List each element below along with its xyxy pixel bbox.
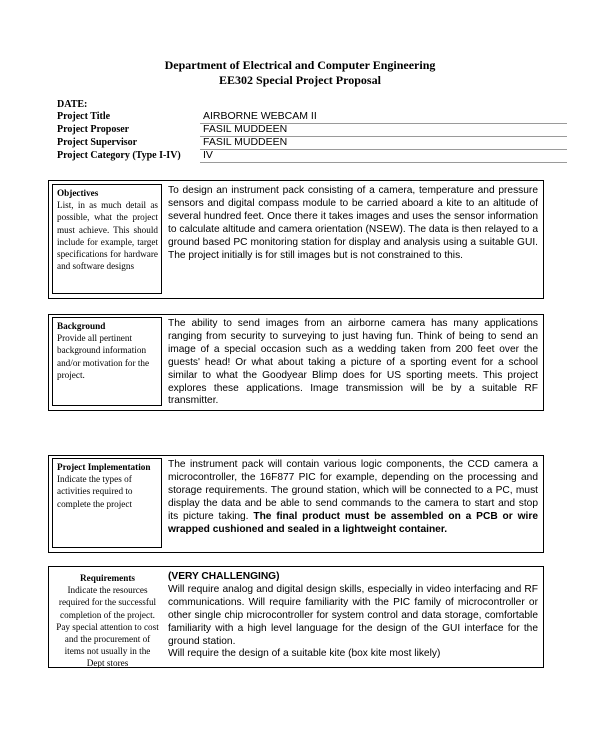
project-supervisor-label: Project Supervisor (57, 137, 138, 148)
project-category-value: IV (203, 149, 213, 161)
project-category-label: Project Category (Type I-IV) (57, 150, 181, 161)
requirements-heading: Requirements (80, 573, 135, 583)
implementation-label-cell (52, 458, 162, 548)
implementation-bold-text: The final product must be assembled on a PCB or wire wrapped cushioned and sealed in a lightweight container. (168, 510, 538, 535)
project-proposer-value: FASIL MUDDEEN (203, 123, 288, 135)
requirements-intro: (VERY CHALLENGING) (168, 571, 280, 582)
project-title-label: Project Title (57, 111, 111, 122)
requirements-text: Will require analog and digital design skills, especially in video interfacing and RF communications. Will require familiarity with the PIC family of microcontroller or other single chip microcontroller for system control and data storage, comfortable familiarity with a high level language for the design of the GUI interface for the ground station. (168, 583, 538, 647)
requirements-text-block (168, 571, 538, 661)
department-title: Department of Electrical and Computer Engineering (164, 58, 436, 72)
requirements-label-cell (52, 570, 162, 669)
implementation-text-block (168, 459, 538, 536)
project-proposer-label: Project Proposer (57, 124, 130, 135)
date-label: DATE: (57, 99, 88, 110)
background-label-cell (52, 317, 162, 406)
project-category-line (200, 162, 567, 163)
course-title: EE302 Special Project Proposal (219, 73, 381, 87)
objectives-hint: List, in as much detail as possible, what the project must achieve. This should include for example, target specifications for hardware and software designs (57, 200, 158, 272)
objectives-label-cell (52, 184, 162, 294)
project-title-value: AIRBORNE WEBCAM II (203, 110, 317, 122)
background-text: The ability to send images from an airborne camera has many applications ranging from security to surveying to just having fun. Think of being to send an image of a special occasion such as a wedding taken from 200 feet over the guests' head! Or what about taking a picture of a sporting event for a school similar to what the Goodyear Blimp does for US sporting meets. This project explores these applications. Image transmission will be by a suitable RF transmitter. (168, 318, 538, 407)
implementation-heading: Project Implementation (57, 462, 151, 472)
background-hint: Provide all pertinent background information and/or motivation for the project. (57, 333, 150, 380)
implementation-hint: Indicate the types of activities required to complete the project (57, 474, 133, 509)
objectives-heading: Objectives (57, 188, 99, 198)
requirements-kite-text: Will require the design of a suitable kite (box kite most likely) (168, 648, 441, 660)
implementation-text: The instrument pack will contain various logic components, the CCD camera a microcontroller, the 16F877 PIC for example, depending on the processing and storage requirements. The ground station, which will be connected to a PC, must display the data and be able to send commands to the camera to start and stop its picture taking. (168, 459, 538, 522)
objectives-text: To design an instrument pack consisting of a camera, temperature and pressure sensors and digital compass module to be carried aboard a kite to an altitude of several hundred feet. Once there it takes images and uses the sensor information to calculate altitude and camera orientation (NSEW). The data is then relayed to a ground based PC monitoring station for display and analysis using a suitable GUI. The project initially is for still images but is not constrained to this. (168, 185, 538, 261)
project-supervisor-value: FASIL MUDDEEN (203, 136, 288, 148)
project-supervisor-line (200, 149, 567, 150)
background-heading: Background (57, 321, 106, 331)
requirements-hint: Indicate the resources required for the successful completion of the project. Pay special attention to cost and the procurement of items not usually in the Dept stores (56, 585, 159, 669)
